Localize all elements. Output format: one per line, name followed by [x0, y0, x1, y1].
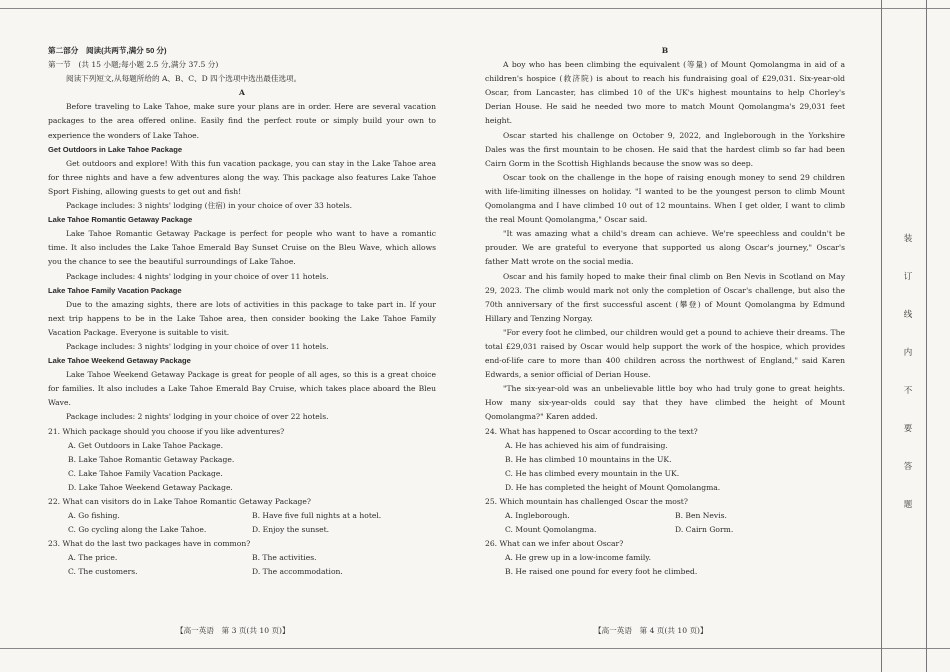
answer-option: C. He has climbed every mountain in the UK. [505, 468, 680, 478]
binding-notice [900, 220, 916, 524]
answer-option: B. Ben Nevis. [675, 511, 727, 521]
paragraph: "It was amazing what a child's dream can achieve. We're speechless and couldn't be prouder. We are grateful to everyone that supported us along Oscar's journey," Oscar's father Matt wrote on the social media. [485, 229, 845, 267]
answer-option: D. Lake Tahoe Weekend Getaway Package. [68, 482, 233, 492]
passage-a-intro: Before traveling to Lake Tahoe, make sure your plans are in order. Here are several vacation packages to the area offered online. Easily find the perfect route or simply build your own to experience the wonders of Lake Tahoe. [48, 102, 436, 140]
section-header: 第一节 (共 15 小题;每小题 2.5 分,满分 37.5 分) [48, 60, 219, 70]
passage-b-letter: B [661, 46, 669, 55]
answer-option: D. Cairn Gorm. [675, 525, 734, 535]
left-column [48, 44, 436, 580]
answer-option: A. He grew up in a low-income family. [505, 553, 651, 563]
package-title: Get Outdoors in Lake Tahoe Package [48, 144, 183, 154]
answer-option: C. Go cycling along the Lake Tahoe. [68, 525, 207, 535]
answer-option: B. Lake Tahoe Romantic Getaway Package. [68, 454, 235, 464]
answer-option: A. Go fishing. [68, 511, 120, 521]
right-column [485, 44, 845, 580]
binding-char: 不 [903, 386, 913, 396]
package-body: Lake Tahoe Weekend Getaway Package is great for people of all ages, so this is a great choice for families. It also includes a Lake Tahoe Emerald Bay Cruise, which takes place aboard the Bleu Wave. [48, 370, 436, 408]
answer-option-row [48, 509, 436, 523]
answer-option-row [48, 551, 436, 565]
answer-option: B. The activities. [252, 553, 317, 563]
answer-option: A. Ingleborough. [505, 511, 570, 521]
question-stem: 21. Which package should you choose if you like adventures? [48, 426, 285, 436]
answer-option: D. He has completed the height of Mount Qomolangma. [505, 482, 721, 492]
question-stem: 24. What has happened to Oscar according to the text? [485, 426, 698, 436]
question-stem: 25. Which mountain has challenged Oscar the most? [485, 497, 688, 506]
top-border [0, 8, 950, 9]
answer-option: C. Mount Qomolangma. [505, 525, 597, 535]
package-includes: Package includes: 2 nights' lodging in your choice of over 22 hotels. [66, 412, 329, 422]
part-header: 第二部分 阅读(共两节,满分 50 分) [48, 46, 167, 55]
answer-option-row [485, 523, 845, 537]
paragraph: "For every foot he climbed, our children would get a pound to achieve their dreams. The total £29,031 raised by Oscar would help support the work of the hospice, which provides end-of-life care to more than 400 children across the northwest of England," said Karen Edwards, a senior official of Derian House. [485, 327, 845, 380]
answer-option: B. He raised one pound for every foot he climbed. [505, 567, 698, 577]
binding-line-left [881, 0, 882, 672]
question-stem: 23. What do the last two packages have in common? [48, 539, 251, 549]
answer-option: D. The accommodation. [252, 567, 343, 577]
binding-char: 要 [903, 424, 913, 434]
package-title: Lake Tahoe Weekend Getaway Package [48, 356, 191, 366]
package-includes: Package includes: 3 nights' lodging in your choice of over 11 hotels. [66, 341, 329, 351]
binding-char: 线 [903, 310, 913, 320]
binding-line-right [926, 0, 927, 672]
answer-option: B. Have five full nights at a hotel. [252, 511, 382, 521]
question-stem: 22. What can visitors do in Lake Tahoe Romantic Getaway Package? [48, 497, 311, 506]
answer-option-row [48, 565, 436, 579]
paragraph: Oscar started his challenge on October 9, 2022, and Ingleborough in the Yorkshire Dales was the first mountain to be chosen. He said that the hardest climb so far had been Cairn Gorm in the Scottish Highlands because the snow was so deep. [485, 130, 845, 168]
instruction: 阅读下列短文,从每题所给的 A、B、C、D 四个选项中选出最佳选项。 [66, 74, 302, 84]
answer-option: C. The customers. [68, 567, 138, 577]
page-footer: 【高一英语 第 3 页(共 10 页)】 [176, 626, 290, 635]
paragraph: Oscar took on the challenge in the hope of raising enough money to send 29 children with life-limiting illnesses on holiday. "I wanted to be the youngest person to climb Mount Qomolangma and I have climbed 10 out of 12 mountains. When I get older, I want to climb the real Mount Qomolangma," Oscar said. [485, 172, 845, 225]
passage-a-letter: A [239, 88, 245, 98]
package-body: Due to the amazing sights, there are lots of activities in this package to take part in. If your next trip happens to be in the Lake Tahoe area, then consider booking the Lake Tahoe Family Vacation Package. Everyone is suitable to visit. [48, 299, 436, 337]
package-includes: Package includes: 3 nights' lodging (住宿) in your choice of over 33 hotels. [66, 201, 353, 211]
paragraph: "The six-year-old was an unbelievable little boy who had truly gone to great heights. How many six-year-olds could say that they have climbed the height of Mount Qomolangma?" Karen added. [485, 384, 845, 422]
binding-char: 装 [903, 234, 913, 244]
paragraph: A boy who has been climbing the equivalent (等量) of Mount Qomolangma in aid of a children's hospice (救济院) is about to reach his fundraising goal of £29,031. Six-year-old Oscar, from Lancaster, has climbed 10 of the UK's highest mountains to help Chorley's Derian House. He said he needed two more to match Mount Qomolangma's 29,031 feet height. [485, 60, 845, 126]
package-title: Lake Tahoe Family Vacation Package [48, 285, 182, 295]
answer-option: C. Lake Tahoe Family Vacation Package. [68, 468, 223, 478]
paragraph: Oscar and his family hoped to make their final climb on Ben Nevis in Scotland on May 29, 2023. The climb would mark not only the completion of Oscar's challenge, but also the 70th anniversary of the first successful ascent (攀登) of Mount Qomolangma by Edmund Hillary and Tenzing Norgay. [485, 271, 845, 323]
package-includes: Package includes: 4 nights' lodging in your choice of over 11 hotels. [66, 271, 329, 281]
answer-option: D. Enjoy the sunset. [252, 525, 330, 535]
page-footer: 【高一英语 第 4 页(共 10 页)】 [594, 626, 708, 635]
package-body: Get outdoors and explore! With this fun vacation package, you can stay in the Lake Tahoe area for three nights and have a few adventures along the way. This package also features Lake Tahoe Sport Fishing, allowing guests to get out and fish! [48, 158, 436, 196]
package-title: Lake Tahoe Romantic Getaway Package [48, 215, 193, 225]
binding-char: 题 [903, 500, 913, 510]
package-body: Lake Tahoe Romantic Getaway Package is perfect for people who want to have a romantic time. It also includes the Lake Tahoe Emerald Bay Sunset Cruise on the Bleu Wave, which allows you the chance to see the beautiful surroundings of Lake Tahoe. [48, 229, 436, 267]
binding-char: 内 [903, 348, 913, 358]
binding-char: 订 [903, 272, 913, 282]
answer-option: A. Get Outdoors in Lake Tahoe Package. [68, 440, 224, 450]
answer-option-row [485, 509, 845, 523]
answer-option: A. The price. [68, 553, 118, 563]
question-stem: 26. What can we infer about Oscar? [485, 539, 624, 549]
answer-option-row [48, 523, 436, 537]
bottom-border [0, 648, 950, 649]
answer-option: B. He has climbed 10 mountains in the UK. [505, 454, 672, 464]
answer-option: A. He has achieved his aim of fundraising. [505, 440, 668, 450]
binding-char: 答 [903, 462, 913, 472]
